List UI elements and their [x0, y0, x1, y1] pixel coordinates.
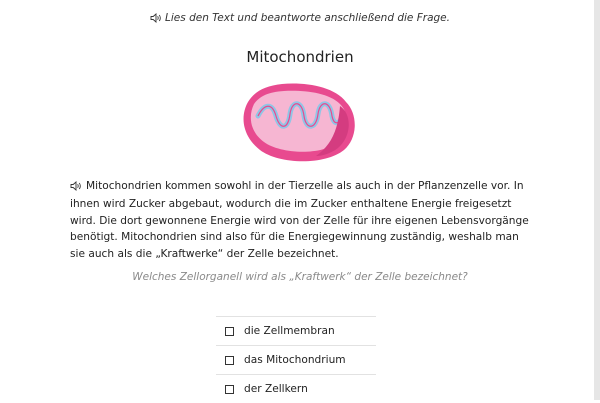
- question-text: Welches Zellorganell wird als „Kraftwerk“ der Zelle bezeichnet?: [132, 271, 468, 283]
- option-label: das Mitochondrium: [244, 354, 346, 366]
- answer-option[interactable]: [216, 316, 376, 345]
- reading-passage: [70, 178, 532, 262]
- mitochondrion-illustration: [234, 76, 362, 168]
- answer-option[interactable]: [216, 345, 376, 374]
- instruction-text: Lies den Text und beantworte anschließend die Frage.: [165, 12, 450, 24]
- option-label: die Zellmembran: [244, 325, 335, 337]
- speaker-icon[interactable]: [150, 13, 162, 26]
- instruction-line: [0, 12, 600, 26]
- checkbox-icon[interactable]: [225, 327, 234, 336]
- passage-text: Mitochondrien kommen sowohl in der Tierzelle als auch in der Pflanzenzelle vor. In ihnen wird Zucker abgebaut, wodurch die im Zucker enthaltene Energie freigesetzt wird. Die dort gewonnene Energie wird von der Zelle für ihre eigenen Lebensvorgänge benötigt. Mitochondrien sind also für die Energiegewinnung zuständig, weshalb man sie auch als die „Kraftwerke“ der Zelle bezeichnet.: [70, 180, 529, 260]
- passage-speaker-icon[interactable]: [70, 180, 82, 196]
- answer-option[interactable]: [216, 374, 376, 403]
- page-title: Mitochondrien: [246, 48, 354, 66]
- answer-options: [216, 316, 376, 403]
- option-label: der Zellkern: [244, 383, 308, 395]
- checkbox-icon[interactable]: [225, 385, 234, 394]
- checkbox-icon[interactable]: [225, 356, 234, 365]
